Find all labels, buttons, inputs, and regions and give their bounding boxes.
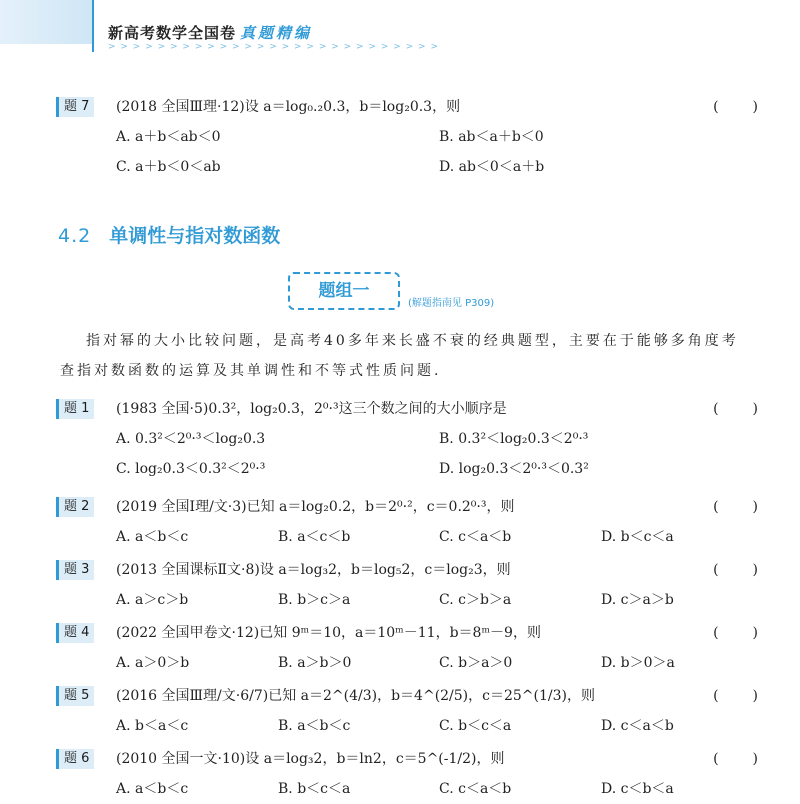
question-tag: 题 3 — [56, 560, 94, 580]
answer-paren: ( ) — [713, 499, 760, 515]
option-d: D. c＜a＜b — [601, 718, 674, 734]
option-a: A. b＜a＜c — [116, 718, 189, 734]
answer-paren: ( ) — [713, 751, 760, 767]
option-b: B. b＞c＞a — [278, 592, 351, 608]
question-stem: (2019 全国Ⅰ理/文·3)已知 a＝log₂0.2，b＝2⁰·²，c＝0.2⁰·³，则 — [116, 499, 515, 515]
option-a: A. a＞c＞b — [116, 592, 189, 608]
group-label-box: 题组一 — [288, 272, 400, 310]
option-d: D. c＜b＜a — [601, 781, 674, 797]
answer-paren: ( ) — [713, 625, 760, 641]
option-d: D. c＞a＞b — [601, 592, 674, 608]
option-d: D. ab＜0＜a＋b — [439, 159, 545, 175]
option-b: B. a＜c＜b — [278, 529, 351, 545]
option-c: C. c＜a＜b — [439, 529, 512, 545]
question-1 — [56, 398, 760, 484]
header-divider — [92, 0, 94, 52]
book-title — [108, 22, 312, 43]
option-a: A. a＋b＜ab＜0 — [116, 129, 221, 145]
question-tag: 题 4 — [56, 623, 94, 643]
question-stem: (2018 全国Ⅲ理·12)设 a＝log₀.₂0.3，b＝log₂0.3，则 — [116, 99, 461, 115]
option-c: C. c＞b＞a — [439, 592, 512, 608]
question-7 — [56, 96, 760, 182]
answer-paren: ( ) — [713, 562, 760, 578]
option-c: C. b＞a＞0 — [439, 655, 513, 671]
option-c: C. c＜a＜b — [439, 781, 512, 797]
question-tag: 题 7 — [56, 97, 94, 117]
option-a: A. a＜b＜c — [116, 781, 189, 797]
option-d: D. b＜c＜a — [601, 529, 674, 545]
option-d: D. b＞0＞a — [601, 655, 675, 671]
option-a: A. a＜b＜c — [116, 529, 189, 545]
question-4 — [56, 622, 760, 678]
question-stem: (2013 全国课标Ⅱ文·8)设 a＝log₃2，b＝log₅2，c＝log₂3，则 — [116, 562, 511, 578]
question-tag: 题 1 — [56, 399, 94, 419]
question-stem: (2022 全国甲卷文·12)已知 9ᵐ＝10，a＝10ᵐ－11，b＝8ᵐ－9，则 — [116, 625, 541, 641]
page-header — [0, 0, 800, 60]
option-b: B. a＜b＜c — [278, 718, 351, 734]
question-stem: (1983 全国·5)0.3²，log₂0.3，2⁰·³这三个数之间的大小顺序是 — [116, 401, 507, 417]
question-tag: 题 5 — [56, 686, 94, 706]
question-2 — [56, 496, 760, 552]
question-6 — [56, 748, 760, 804]
question-5 — [56, 685, 760, 741]
question-stem: (2016 全国Ⅲ理/文·6/7)已知 a＝2^(4/3)，b＝4^(2/5)，c＝25^(1/3)，则 — [116, 688, 595, 704]
section-title: 单调性与指对数函数 — [109, 225, 281, 247]
question-stem: (2010 全国一文·10)设 a＝log₃2，b＝ln2，c＝5^(-1/2)，则 — [116, 751, 505, 767]
option-c: C. b＜c＜a — [439, 718, 512, 734]
question-tag: 题 6 — [56, 749, 94, 769]
book-title-emphasis: 真题精编 — [240, 24, 313, 42]
header-band — [0, 0, 92, 44]
header-decoration: > > > > > > > > > > > > > > > > > > > > > > > > > > > — [108, 42, 439, 52]
option-c: C. a＋b＜0＜ab — [116, 159, 221, 175]
group-note: (解题指南见 P309) — [408, 298, 495, 309]
option-c: C. log₂0.3＜0.3²＜2⁰·³ — [116, 461, 266, 477]
option-b: B. a＞b＞0 — [278, 655, 352, 671]
answer-paren: ( ) — [713, 688, 760, 704]
intro-line-2: 查指对数函数的运算及其单调性和不等式性质问题. — [60, 363, 442, 379]
question-3 — [56, 559, 760, 615]
answer-paren: ( ) — [713, 99, 760, 115]
option-b: B. ab＜a＋b＜0 — [439, 129, 544, 145]
section-number: 4.2 — [58, 225, 92, 247]
option-b: B. 0.3²＜log₂0.3＜2⁰·³ — [439, 431, 589, 447]
option-b: B. b＜c＜a — [278, 781, 351, 797]
book-title-main: 新高考数学全国卷 — [108, 24, 237, 42]
intro-line-1: 指对幂的大小比较问题，是高考40多年来长盛不衰的经典题型，主要在于能够多角度考 — [86, 333, 739, 349]
option-d: D. log₂0.3＜2⁰·³＜0.3² — [439, 461, 589, 477]
question-tag: 题 2 — [56, 497, 94, 517]
section-heading — [58, 222, 280, 250]
option-a: A. 0.3²＜2⁰·³＜log₂0.3 — [116, 431, 266, 447]
answer-paren: ( ) — [713, 401, 760, 417]
option-a: A. a＞0＞b — [116, 655, 190, 671]
